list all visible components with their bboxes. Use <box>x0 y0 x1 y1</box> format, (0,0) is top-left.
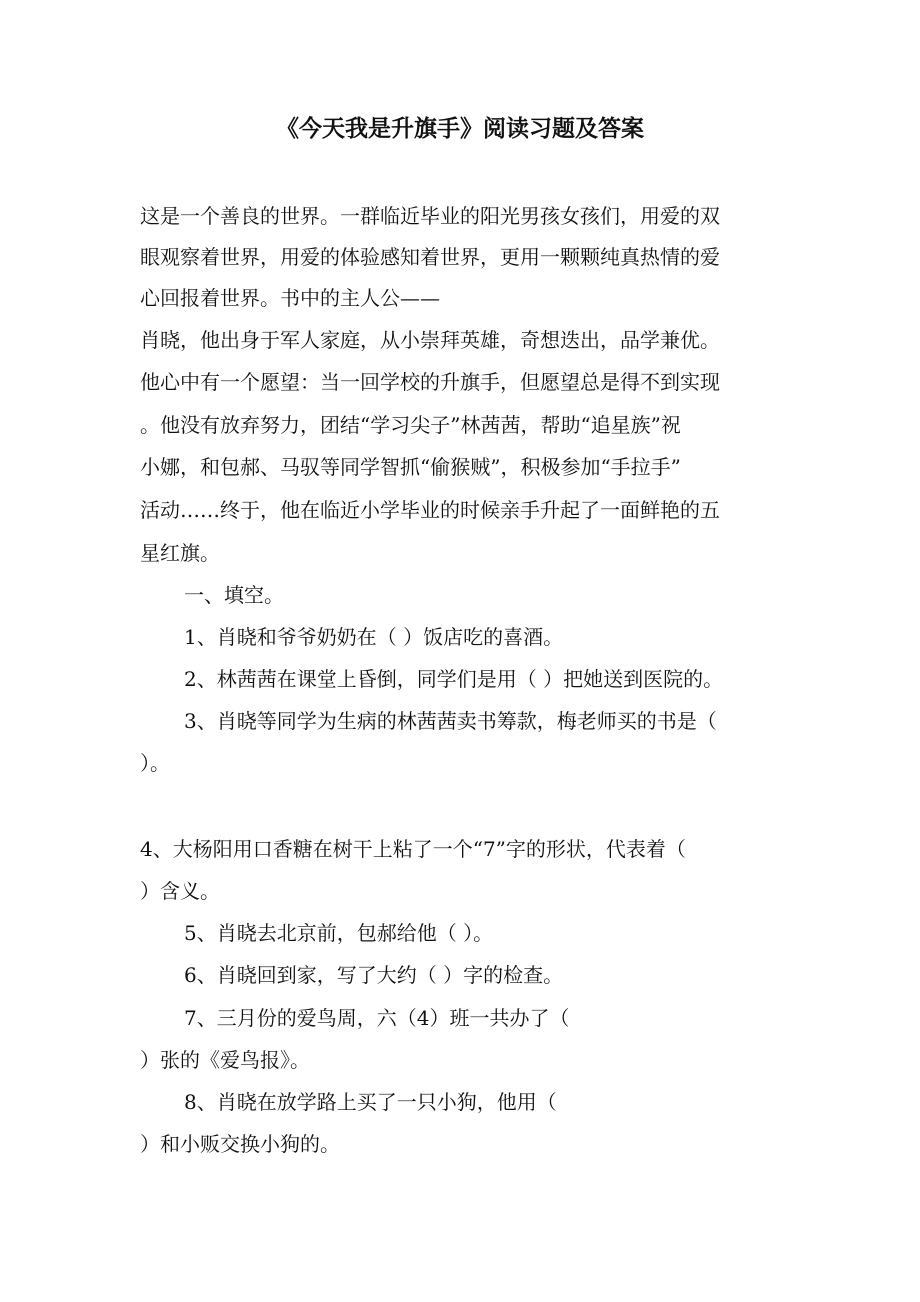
question-item-continuation: ）和小贩交换小狗的。 <box>140 1132 340 1156</box>
question-item-continuation: ）。 <box>140 751 170 775</box>
intro-line: 星红旗。 <box>140 541 220 565</box>
intro-line: 。他没有放弃努力，团结“学习尖子”林茜茜，帮助“追星族”祝 <box>140 413 681 437</box>
question-item: 5、肖晓去北京前，包郝给他（ ）。 <box>184 921 494 945</box>
intro-line: 心回报着世界。书中的主人公—— <box>140 286 440 310</box>
question-item-continuation: ）张的《爱鸟报》。 <box>140 1048 310 1072</box>
intro-line: 他心中有一个愿望：当一回学校的升旗手，但愿望总是得不到实现 <box>140 370 720 394</box>
question-item: 4、大杨阳用口香糖在树干上粘了一个“7”字的形状，代表着（ <box>140 837 686 861</box>
question-item: 1、肖晓和爷爷奶奶在（ ）饭店吃的喜酒。 <box>184 625 564 649</box>
intro-line: 眼观察着世界，用爱的体验感知着世界，更用一颗颗纯真热情的爱 <box>140 245 720 269</box>
question-item: 2、林茜茜在课堂上昏倒，同学们是用（ ）把她送到医院的。 <box>184 667 724 691</box>
document-title: 《今天我是升旗手》阅读习题及答案 <box>276 115 644 142</box>
intro-line: 肖晓，他出身于军人家庭，从小崇拜英雄，奇想迭出，品学兼优。 <box>140 328 720 352</box>
question-item-continuation: ）含义。 <box>140 879 220 903</box>
intro-line: 活动……终于，他在临近小学毕业的时候亲手升起了一面鲜艳的五 <box>140 498 720 522</box>
intro-line: 小娜，和包郝、马驭等同学智抓“偷猴贼”，积极参加“手拉手” <box>140 455 681 479</box>
question-item: 6、肖晓回到家，写了大约（ ）字的检查。 <box>184 963 564 987</box>
section-heading: 一、填空。 <box>184 583 284 607</box>
question-item: 8、肖晓在放学路上买了一只小狗，他用（ <box>184 1090 557 1114</box>
question-item: 3、肖晓等同学为生病的林茜茜卖书筹款，梅老师买的书是（ <box>184 709 717 733</box>
intro-line: 这是一个善良的世界。一群临近毕业的阳光男孩女孩们，用爱的双 <box>140 204 720 228</box>
question-item: 7、三月份的爱鸟周，六（4）班一共办了（ <box>184 1006 570 1030</box>
